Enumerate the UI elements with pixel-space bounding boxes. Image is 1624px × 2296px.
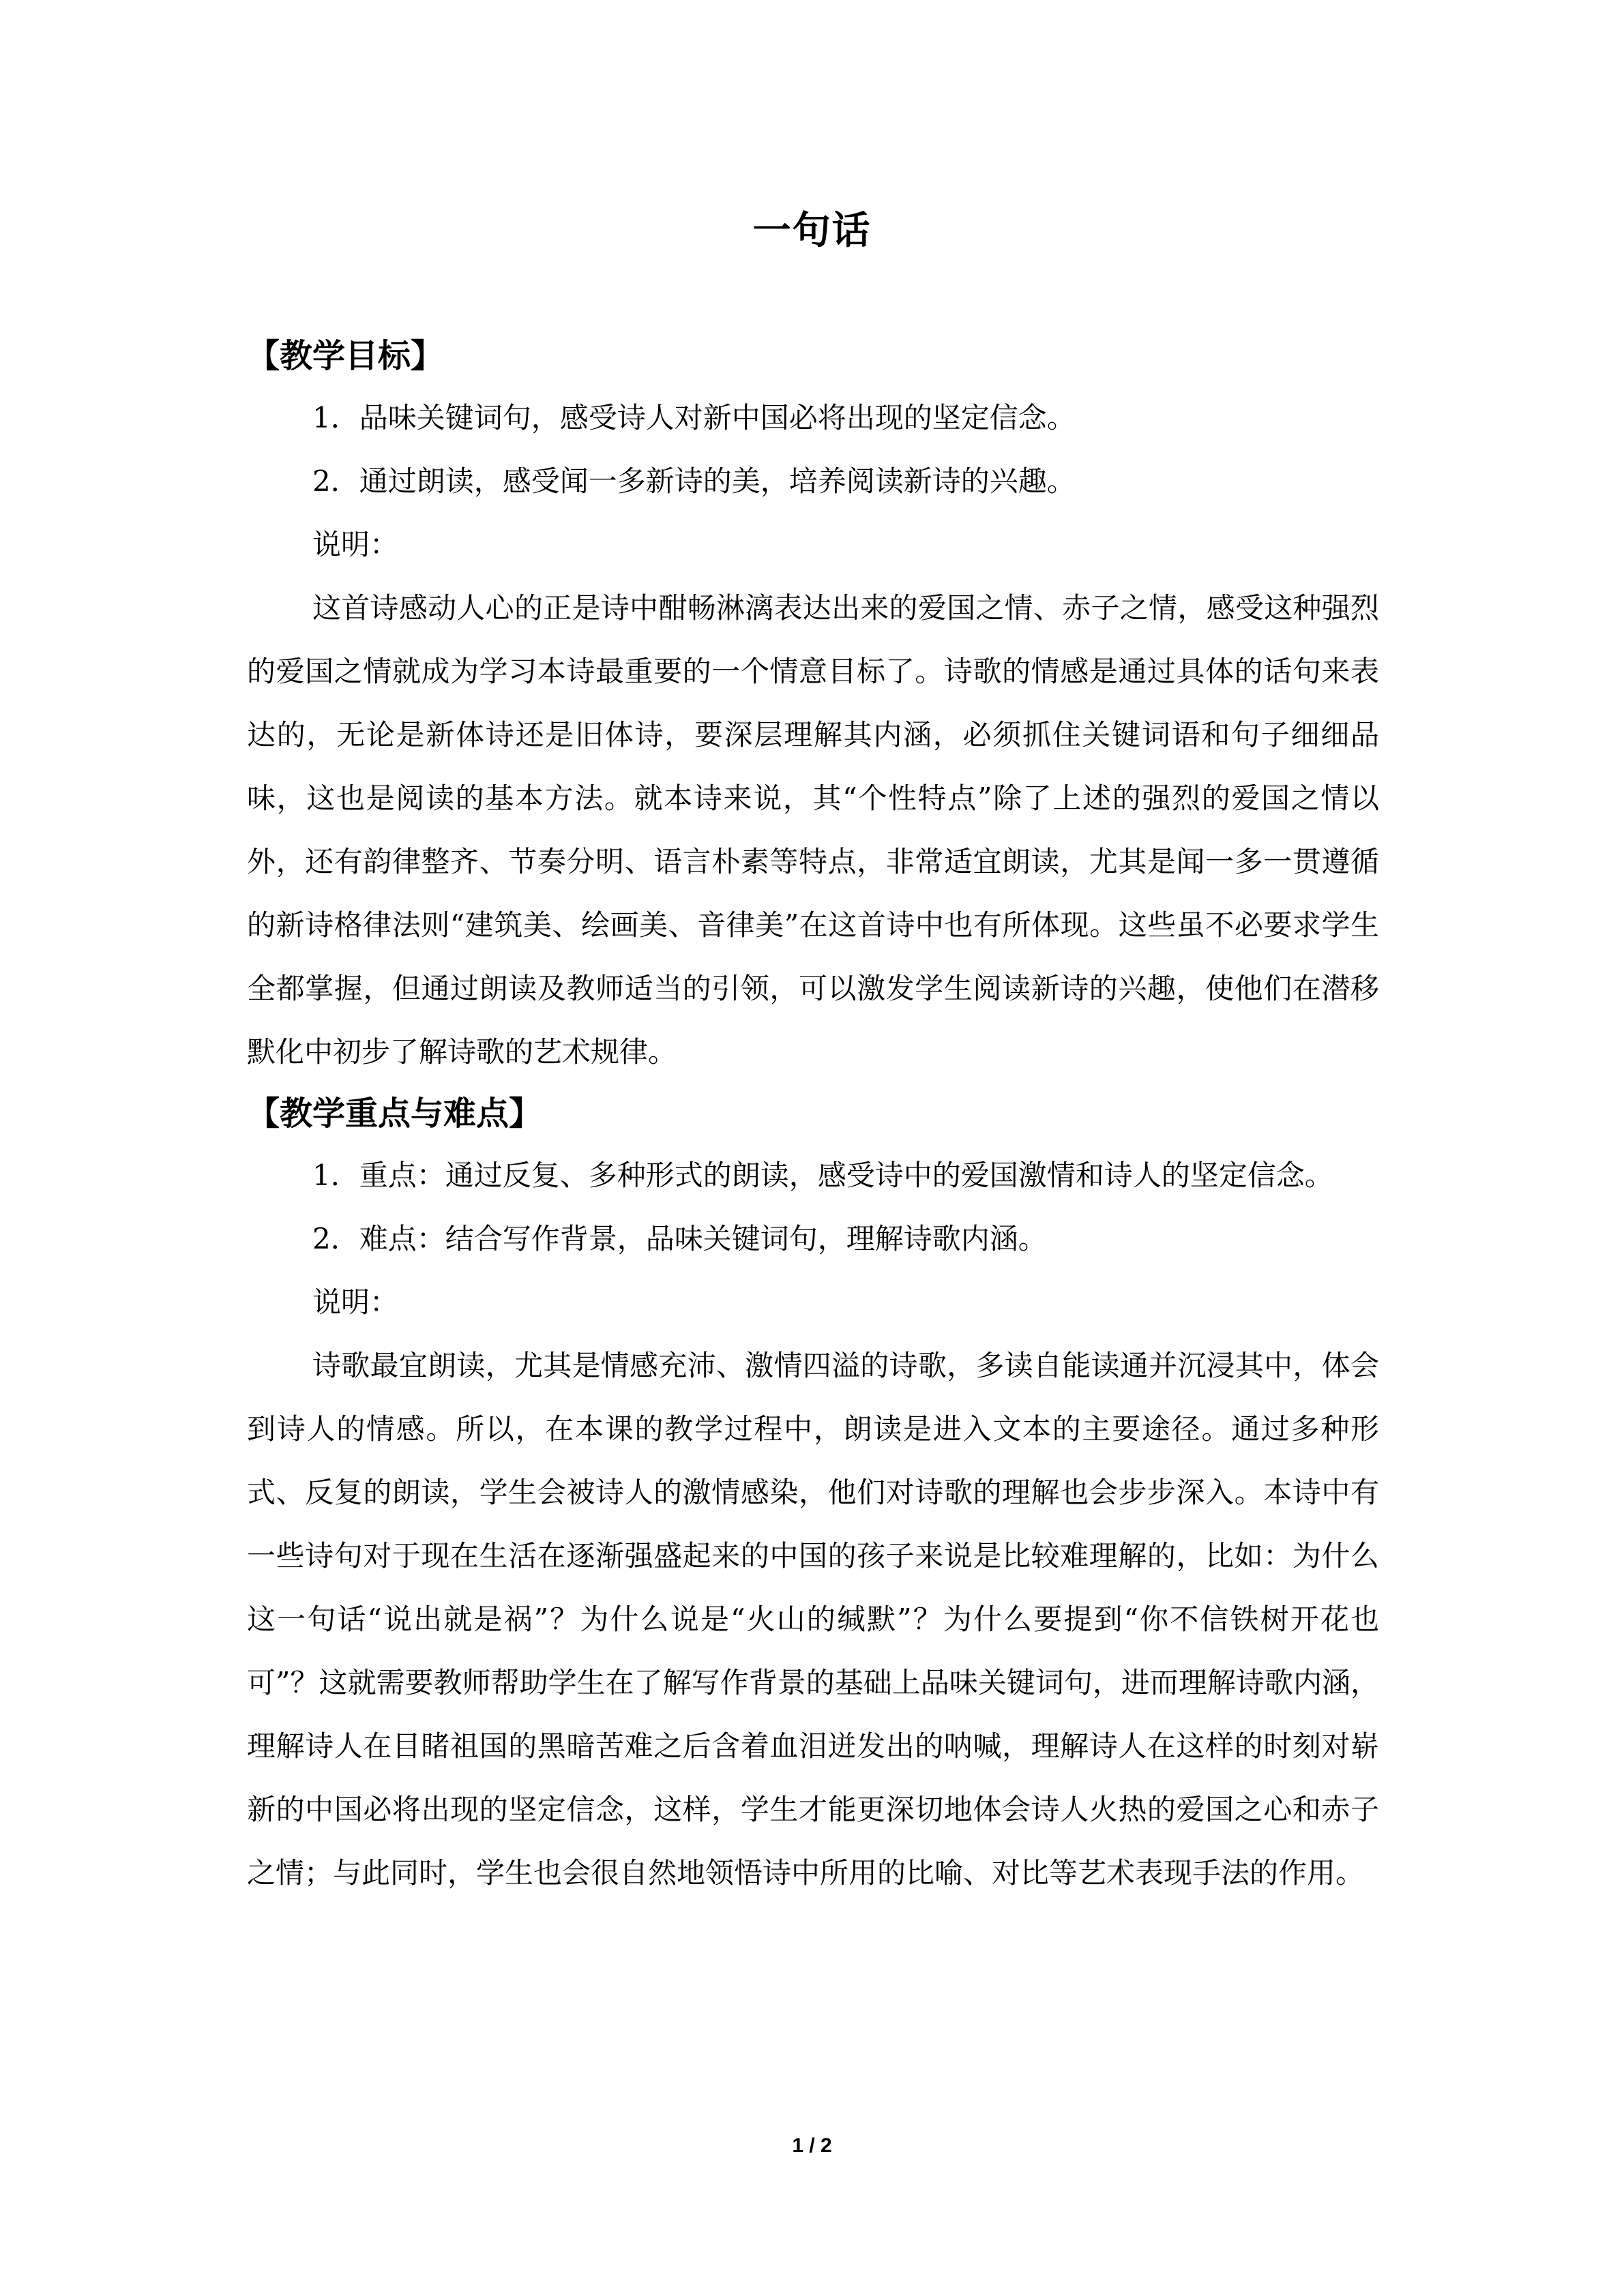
key-point-item-1: 1．重点：通过反复、多种形式的朗读，感受诗中的爱国激情和诗人的坚定信念。 [312,1159,1333,1192]
objectives-note-label: 说明： [312,528,399,561]
document-body [247,326,1379,1905]
page-number: 1 / 2 [792,2134,832,2157]
objective-item-2: 2．通过朗读，感受闻一多新诗的美，培养阅读新诗的兴趣。 [312,464,1076,498]
key-points-note-label: 说明： [312,1285,399,1319]
objectives-note-paragraph: 这首诗感动人心的正是诗中酣畅淋漓表达出来的爱国之情、赤子之情，感受这种强烈的爱国之情就成为学习本诗最重要的一个情意目标了。诗歌的情感是通过具体的话句来表达的，无论是新体诗还是旧体诗，要深层理解其内涵，必须抓住关键词语和句子细细品味，这也是阅读的基本方法。就本诗来说，其“个性特点”除了上述的强烈的爱国之情以外，还有韵律整齐、节奏分明、语言朴素等特点，非常适宜朗读，尤其是闻一多一贯遵循的新诗格律法则“建筑美、绘画美、音律美”在这首诗中也有所体现。这些虽不必要求学生全都掌握，但通过朗读及教师适当的引领，可以激发学生阅读新诗的兴趣，使他们在潜移默化中初步了解诗歌的艺术规律。 [247,591,1379,1069]
section-heading-key-points: 【教学重点与难点】 [247,1094,542,1133]
key-points-note-paragraph: 诗歌最宜朗读，尤其是情感充沛、激情四溢的诗歌，多读自能读通并沉浸其中，体会到诗人的情感。所以，在本课的教学过程中，朗读是进入文本的主要途径。通过多种形式、反复的朗读，学生会被诗人的激情感染，他们对诗歌的理解也会步步深入。本诗中有一些诗句对于现在生活在逐渐强盛起来的中国的孩子来说是比较难理解的，比如：为什么这一句话“说出就是祸”？为什么说是“火山的缄默”？为什么要提到“你不信铁树开花也可”？这就需要教师帮助学生在了解写作背景的基础上品味关键词句，进而理解诗歌内涵，理解诗人在目睹祖国的黑暗苦难之后含着血泪迸发出的呐喊，理解诗人在这样的时刻对崭新的中国必将出现的坚定信念，这样，学生才能更深切地体会诗人火热的爱国之心和赤子之情；与此同时，学生也会很自然地领悟诗中所用的比喻、对比等艺术表现手法的作用。 [247,1349,1379,1890]
objective-item-1: 1．品味关键词句，感受诗人对新中国必将出现的坚定信念。 [312,401,1076,434]
section-heading-objectives: 【教学目标】 [247,337,444,375]
key-point-item-2: 2．难点：结合写作背景，品味关键词句，理解诗歌内涵。 [312,1222,1047,1255]
page-title: 一句话 [752,208,872,253]
